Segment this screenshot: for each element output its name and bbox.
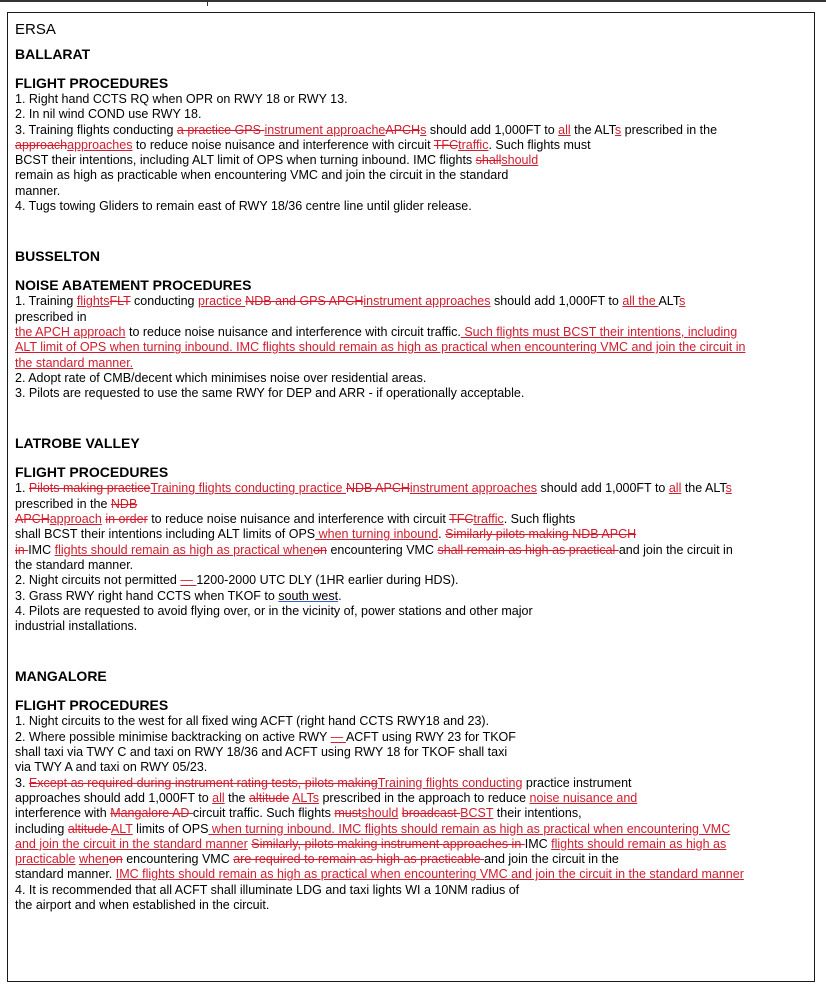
text-line <box>15 527 810 542</box>
text-run: prescribed in the <box>15 496 111 511</box>
inserted-text: instrument approaches <box>363 294 491 309</box>
section-subheading: FLIGHT PROCEDURES <box>15 464 169 481</box>
inserted-text: IMC flights should remain as high as practical when encountering VMC and join the circuit in the standard manner <box>115 867 744 882</box>
text-run: 3. Pilots are requested to use the same RWY for DEP and ARR - if operationally acceptable. <box>15 386 525 401</box>
inserted-text: when <box>78 852 109 867</box>
text-run: to reduce noise nuisance and interference with circuit <box>147 512 450 527</box>
inserted-text: traffic <box>458 137 489 152</box>
deleted-text: are required to remain as high as practicable <box>233 852 485 867</box>
text-line <box>15 760 810 775</box>
inserted-text: flights should remain as high as practical when <box>54 542 314 557</box>
text-run: standard manner. <box>15 867 116 882</box>
deleted-text: NDB APCH <box>345 481 410 496</box>
inserted-text: should <box>501 153 539 168</box>
ruler-tick <box>207 0 208 6</box>
text-run: prescribed in <box>15 309 87 324</box>
procedure-lines <box>15 92 810 214</box>
text-line <box>15 123 810 138</box>
inserted-text: when turning inbound. IMC flights should remain as high as practical when encountering VMC <box>208 821 731 836</box>
text-run: encountering VMC <box>326 542 438 557</box>
text-line <box>15 512 810 527</box>
section-latrobe-valley <box>15 435 810 634</box>
text-run: remain as high as practicable when encountering VMC and join the circuit in the standard <box>15 168 509 183</box>
inserted-text: s <box>614 122 622 137</box>
text-line <box>15 356 810 371</box>
flagged-text: south west <box>278 588 339 603</box>
deleted-text: in <box>15 542 29 557</box>
text-line <box>15 837 810 852</box>
text-run: . <box>338 588 342 603</box>
text-line <box>15 153 810 168</box>
text-run: 3. Training flights conducting <box>15 122 177 137</box>
document-body <box>15 21 810 913</box>
text-run: conducting <box>130 294 198 309</box>
deleted-text: on <box>313 542 327 557</box>
text-run: 4. Tugs towing Gliders to remain east of RWY 18/36 centre line until glider release. <box>15 199 472 214</box>
text-run: 2. Adopt rate of CMB/decent which minimises noise over residential areas. <box>15 370 427 385</box>
text-run: should add 1,000FT to <box>490 294 623 309</box>
inserted-text: instrument approache <box>264 122 386 137</box>
inserted-text: — <box>330 729 346 744</box>
deleted-text: approach <box>15 137 68 152</box>
section-mangalore <box>15 668 810 913</box>
deleted-text: NDB and GPS APCH <box>245 294 364 309</box>
inserted-text: all <box>668 481 682 496</box>
deleted-text: must <box>334 806 362 821</box>
deleted-text: Similarly, pilots making instrument approaches in <box>251 836 525 851</box>
deleted-text: broadcast <box>401 806 461 821</box>
inserted-text: practicable <box>15 852 76 867</box>
text-line <box>15 619 810 634</box>
inserted-text: all <box>558 122 571 137</box>
deleted-text: on <box>108 852 123 867</box>
inserted-text: BCST <box>460 806 494 821</box>
text-run: industrial installations. <box>15 619 138 634</box>
text-line <box>15 497 810 512</box>
section-heading: MANGALORE <box>15 668 107 685</box>
text-run: . Such flights must <box>488 137 591 152</box>
text-line <box>15 138 810 153</box>
text-run: the airport and when established in the circuit. <box>15 897 270 912</box>
text-run: and join the circuit in <box>618 542 733 557</box>
inserted-text: all <box>212 790 225 805</box>
text-run: . <box>438 527 446 542</box>
text-run: to reduce noise nuisance and interference with circuit <box>132 137 434 152</box>
text-line <box>15 776 810 791</box>
text-line <box>15 883 810 898</box>
inserted-text: traffic <box>473 512 504 527</box>
text-run: 1. Training <box>15 294 77 309</box>
deleted-text: APCH <box>15 512 50 527</box>
inserted-text: Training flights conducting <box>377 775 523 790</box>
text-run: limits of OPS <box>132 821 209 836</box>
text-line <box>15 386 810 401</box>
text-run: via TWY A and taxi on RWY 05/23. <box>15 760 208 775</box>
text-line <box>15 543 810 558</box>
text-line <box>15 867 810 882</box>
inserted-text: ALT limit of OPS when turning inbound. IMC flights should remain as high as practical when encountering VMC and join the circuit in <box>15 340 746 355</box>
text-run: circuit traffic. Such flights <box>192 806 335 821</box>
text-run: including <box>15 821 68 836</box>
text-run: 2. Night circuits not permitted <box>15 573 181 588</box>
section-heading: LATROBE VALLEY <box>15 435 140 452</box>
section-subheading: NOISE ABATEMENT PROCEDURES <box>15 277 252 294</box>
text-line <box>15 184 810 199</box>
text-run: 3. <box>15 775 29 790</box>
procedure-lines <box>15 481 810 634</box>
inserted-text: and join the circuit in the standard manner <box>15 836 248 851</box>
inserted-text: noise nuisance and <box>529 790 638 805</box>
text-run: 2. Where possible minimise backtracking on active RWY <box>15 729 331 744</box>
text-run: should add 1,000FT to <box>537 481 669 496</box>
text-line <box>15 107 810 122</box>
inserted-text: flights <box>76 294 110 309</box>
deleted-text: Mangalore AD <box>110 806 193 821</box>
inserted-text: when turning inbound <box>315 527 439 542</box>
text-run: 3. Grass RWY right hand CCTS when TKOF to <box>15 588 279 603</box>
inserted-text: ALT <box>110 821 133 836</box>
deleted-text: Similarly pilots making NDB APCH <box>445 527 637 542</box>
text-run: the standard manner. <box>15 557 134 572</box>
text-run: IMC <box>524 836 552 851</box>
inserted-text: instrument approaches <box>409 481 538 496</box>
text-line <box>15 199 810 214</box>
text-line <box>15 325 810 340</box>
section-subheading: FLIGHT PROCEDURES <box>15 75 169 91</box>
text-run: practice instrument <box>522 775 632 790</box>
text-run: shall BCST their intentions including ALT limits of OPS <box>15 527 316 542</box>
text-line <box>15 294 810 309</box>
text-line <box>15 371 810 386</box>
section-heading: BALLARAT <box>15 46 91 62</box>
text-line <box>15 481 810 496</box>
text-run: 4. Pilots are requested to avoid flying over, or in the vicinity of, power stations and other major <box>15 603 533 618</box>
text-run: manner. <box>15 183 61 198</box>
inserted-text: approaches <box>67 137 133 152</box>
inserted-text: approach <box>49 512 102 527</box>
document-title: ERSA <box>15 21 56 38</box>
text-run: 1. <box>15 481 29 496</box>
deleted-text: shall <box>475 153 502 168</box>
section-subheading: FLIGHT PROCEDURES <box>15 697 169 714</box>
inserted-text: ALTs <box>292 790 319 805</box>
inserted-text: s <box>725 481 732 496</box>
deleted-text: in order <box>105 512 148 527</box>
inserted-text: practice <box>198 294 246 309</box>
text-run: 2. In nil wind COND use RWY 18. <box>15 107 202 122</box>
deleted-text: Pilots making practice <box>28 481 151 496</box>
text-run: the ALT <box>570 122 615 137</box>
text-run: to reduce noise nuisance and interference with circuit traffic. <box>125 324 461 339</box>
text-line <box>15 745 810 760</box>
text-line <box>15 898 810 913</box>
procedure-lines <box>15 294 810 401</box>
text-run: their intentions, <box>493 806 582 821</box>
text-run: 1. Night circuits to the west for all fixed wing ACFT (right hand CCTS RWY18 and 23). <box>15 714 490 729</box>
text-line <box>15 589 810 604</box>
deleted-text: shall remain as high as practical <box>437 542 619 557</box>
text-run: interference with <box>15 806 111 821</box>
deleted-text: TFC <box>449 512 474 527</box>
section-heading: BUSSELTON <box>15 248 101 265</box>
text-run: ACFT using RWY 23 for TKOF <box>345 729 516 744</box>
text-run: IMC <box>28 542 55 557</box>
text-line <box>15 310 810 325</box>
deleted-text: APCH <box>385 122 421 137</box>
deleted-text: FLT <box>109 294 131 309</box>
text-line <box>15 168 810 183</box>
text-run: shall taxi via TWY C and taxi on RWY 18/36 and ACFT using RWY 18 for TKOF shall taxi <box>15 745 508 760</box>
inserted-text: the standard manner. <box>15 355 134 370</box>
text-line <box>15 714 810 729</box>
inserted-text: s <box>420 122 427 137</box>
inserted-text: Such flights must BCST their intentions, including <box>460 324 738 339</box>
inserted-text: s <box>679 294 686 309</box>
text-run: encountering VMC <box>122 852 234 867</box>
inserted-text: — <box>180 573 197 588</box>
text-line <box>15 604 810 619</box>
text-run: 1200-2000 UTC DLY (1HR earlier during HDS). <box>196 573 459 588</box>
procedure-lines <box>15 714 810 913</box>
text-run: should add 1,000FT to <box>426 122 559 137</box>
inserted-text: flights should remain as high as <box>551 836 727 851</box>
text-line <box>15 791 810 806</box>
window-top-border <box>0 0 826 2</box>
text-line <box>15 92 810 107</box>
deleted-text: TFC <box>433 137 459 152</box>
text-run: ALT <box>658 294 680 309</box>
inserted-text: all the <box>622 294 659 309</box>
section-busselton <box>15 248 810 401</box>
inserted-text: should <box>361 806 399 821</box>
text-run: BCST their intentions, including ALT limit of OPS when turning inbound. IMC flights <box>15 153 476 168</box>
section-ballarat <box>15 46 810 214</box>
inserted-text: Training flights conducting practice <box>150 481 346 496</box>
text-line <box>15 806 810 821</box>
deleted-text: NDB <box>110 496 138 511</box>
text-run: the <box>224 790 249 805</box>
text-run: and join the circuit in the <box>484 852 619 867</box>
text-line <box>15 573 810 588</box>
text-run: prescribed in the approach to reduce <box>318 790 530 805</box>
text-run: 1. Right hand CCTS RQ when OPR on RWY 18 or RWY 13. <box>15 92 348 106</box>
deleted-text: Except as required during instrument rating tests, pilots making <box>28 775 378 790</box>
text-line <box>15 558 810 573</box>
deleted-text: altitude <box>248 790 290 805</box>
text-line <box>15 730 810 745</box>
text-run: prescribed in the <box>621 122 718 137</box>
text-run: 4. It is recommended that all ACFT shall illuminate LDG and taxi lights WI a 10NM radius of <box>15 882 520 897</box>
inserted-text: the APCH approach <box>15 324 126 339</box>
text-line <box>15 340 810 355</box>
text-run: the ALT <box>681 481 726 496</box>
text-run: . Such flights <box>503 512 576 527</box>
text-line <box>15 822 810 837</box>
text-run: approaches should add 1,000FT to <box>15 790 213 805</box>
deleted-text: a practice GPS <box>176 122 265 137</box>
deleted-text: altitude <box>67 821 111 836</box>
text-line <box>15 852 810 867</box>
